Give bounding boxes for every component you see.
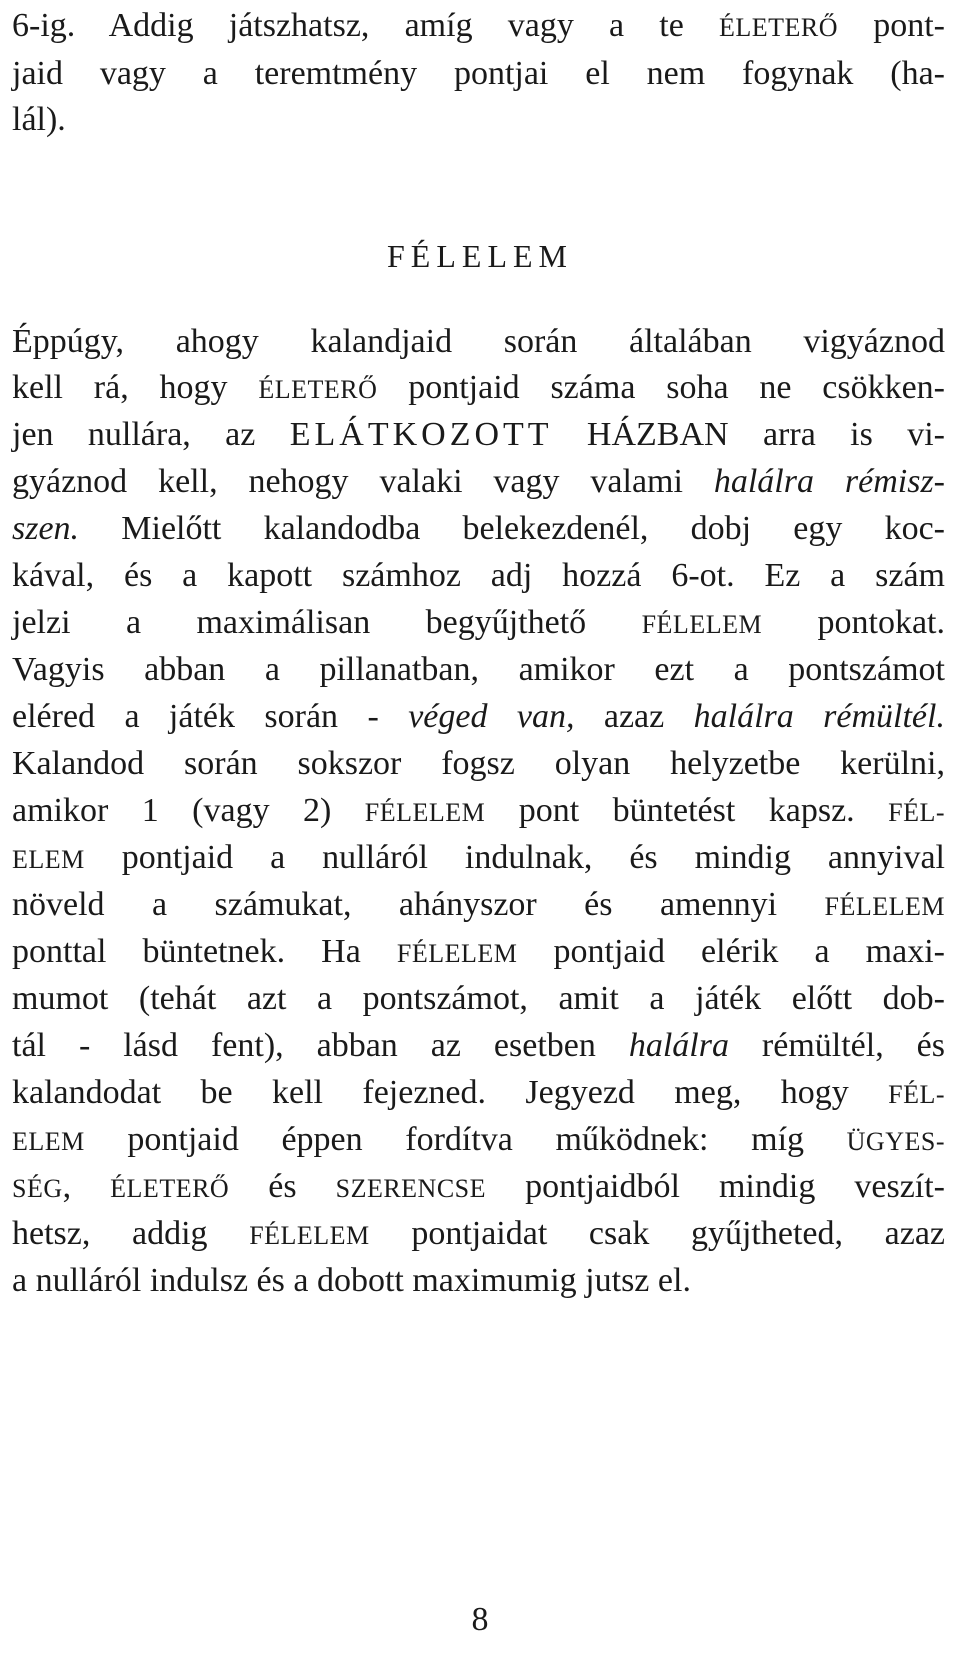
body-line-13: növeld a számukat, ahányszor és amennyi FÉLELEM xyxy=(12,886,945,923)
body-line-10: Kalandod során sokszor fogsz olyan helyzetbe kerülni, xyxy=(12,745,945,782)
body-line-11: amikor 1 (vagy 2) FÉLELEM pont büntetést kapsz. FÉL- xyxy=(12,792,945,829)
body-line-3: jen nullára, az ELÁTKOZOTT HÁZBAN arra is vi- xyxy=(12,416,945,453)
body-line-9: eléred a játék során - véged van, azaz halálra rémültél. xyxy=(12,698,945,735)
body-line-7: jelzi a maximálisan begyűjthető FÉLELEM pontokat. xyxy=(12,604,946,641)
intro-line-1: 6-ig. Addig játszhatsz, amíg vagy a te ÉLETERŐ pont- xyxy=(12,7,945,44)
body-line-15: mumot (tehát azt a pontszámot, amit a játék előtt dob- xyxy=(12,980,945,1017)
body-line-1: Éppúgy, ahogy kalandjaid során általában vigyáznod xyxy=(12,323,945,360)
body-line-16: tál - lásd fent), abban az esetben halálra rémültél, és xyxy=(12,1027,945,1064)
body-line-21: a nulláról indulsz és a dobott maximumig jutsz el. xyxy=(12,1262,691,1299)
body-line-19: SÉG, ÉLETERŐ és SZERENCSE pontjaidból mindig veszít- xyxy=(12,1168,945,1205)
body-line-17: kalandodat be kell fejezned. Jegyezd meg, hogy FÉL- xyxy=(12,1074,945,1111)
body-line-20: hetsz, addig FÉLELEM pontjaidat csak gyűjtheted, azaz xyxy=(12,1215,946,1252)
intro-line-3: lál). xyxy=(12,101,66,138)
section-title: FÉLELEM xyxy=(387,238,573,274)
body-line-8: Vagyis abban a pillanatban, amikor ezt a pontszámot xyxy=(12,651,945,688)
intro-line-2: jaid vagy a teremtmény pontjai el nem fogynak (ha- xyxy=(12,55,945,92)
body-line-4: gyáznod kell, nehogy valaki vagy valami halálra rémisz- xyxy=(12,463,945,500)
body-line-18: ELEM pontjaid éppen fordítva működnek: míg ÜGYES- xyxy=(12,1121,945,1158)
body-line-6: kával, és a kapott számhoz adj hozzá 6-ot. Ez a szám xyxy=(12,557,945,594)
body-line-2: kell rá, hogy ÉLETERŐ pontjaid száma soha ne csökken- xyxy=(12,369,946,406)
body-line-12: ELEM pontjaid a nulláról indulnak, és mindig annyival xyxy=(12,839,945,876)
body-line-5: szen. Mielőtt kalandodba belekezdenél, dobj egy koc- xyxy=(12,510,945,547)
page-number: 8 xyxy=(471,1601,489,1638)
body-line-14: ponttal büntetnek. Ha FÉLELEM pontjaid elérik a maxi- xyxy=(12,933,945,970)
